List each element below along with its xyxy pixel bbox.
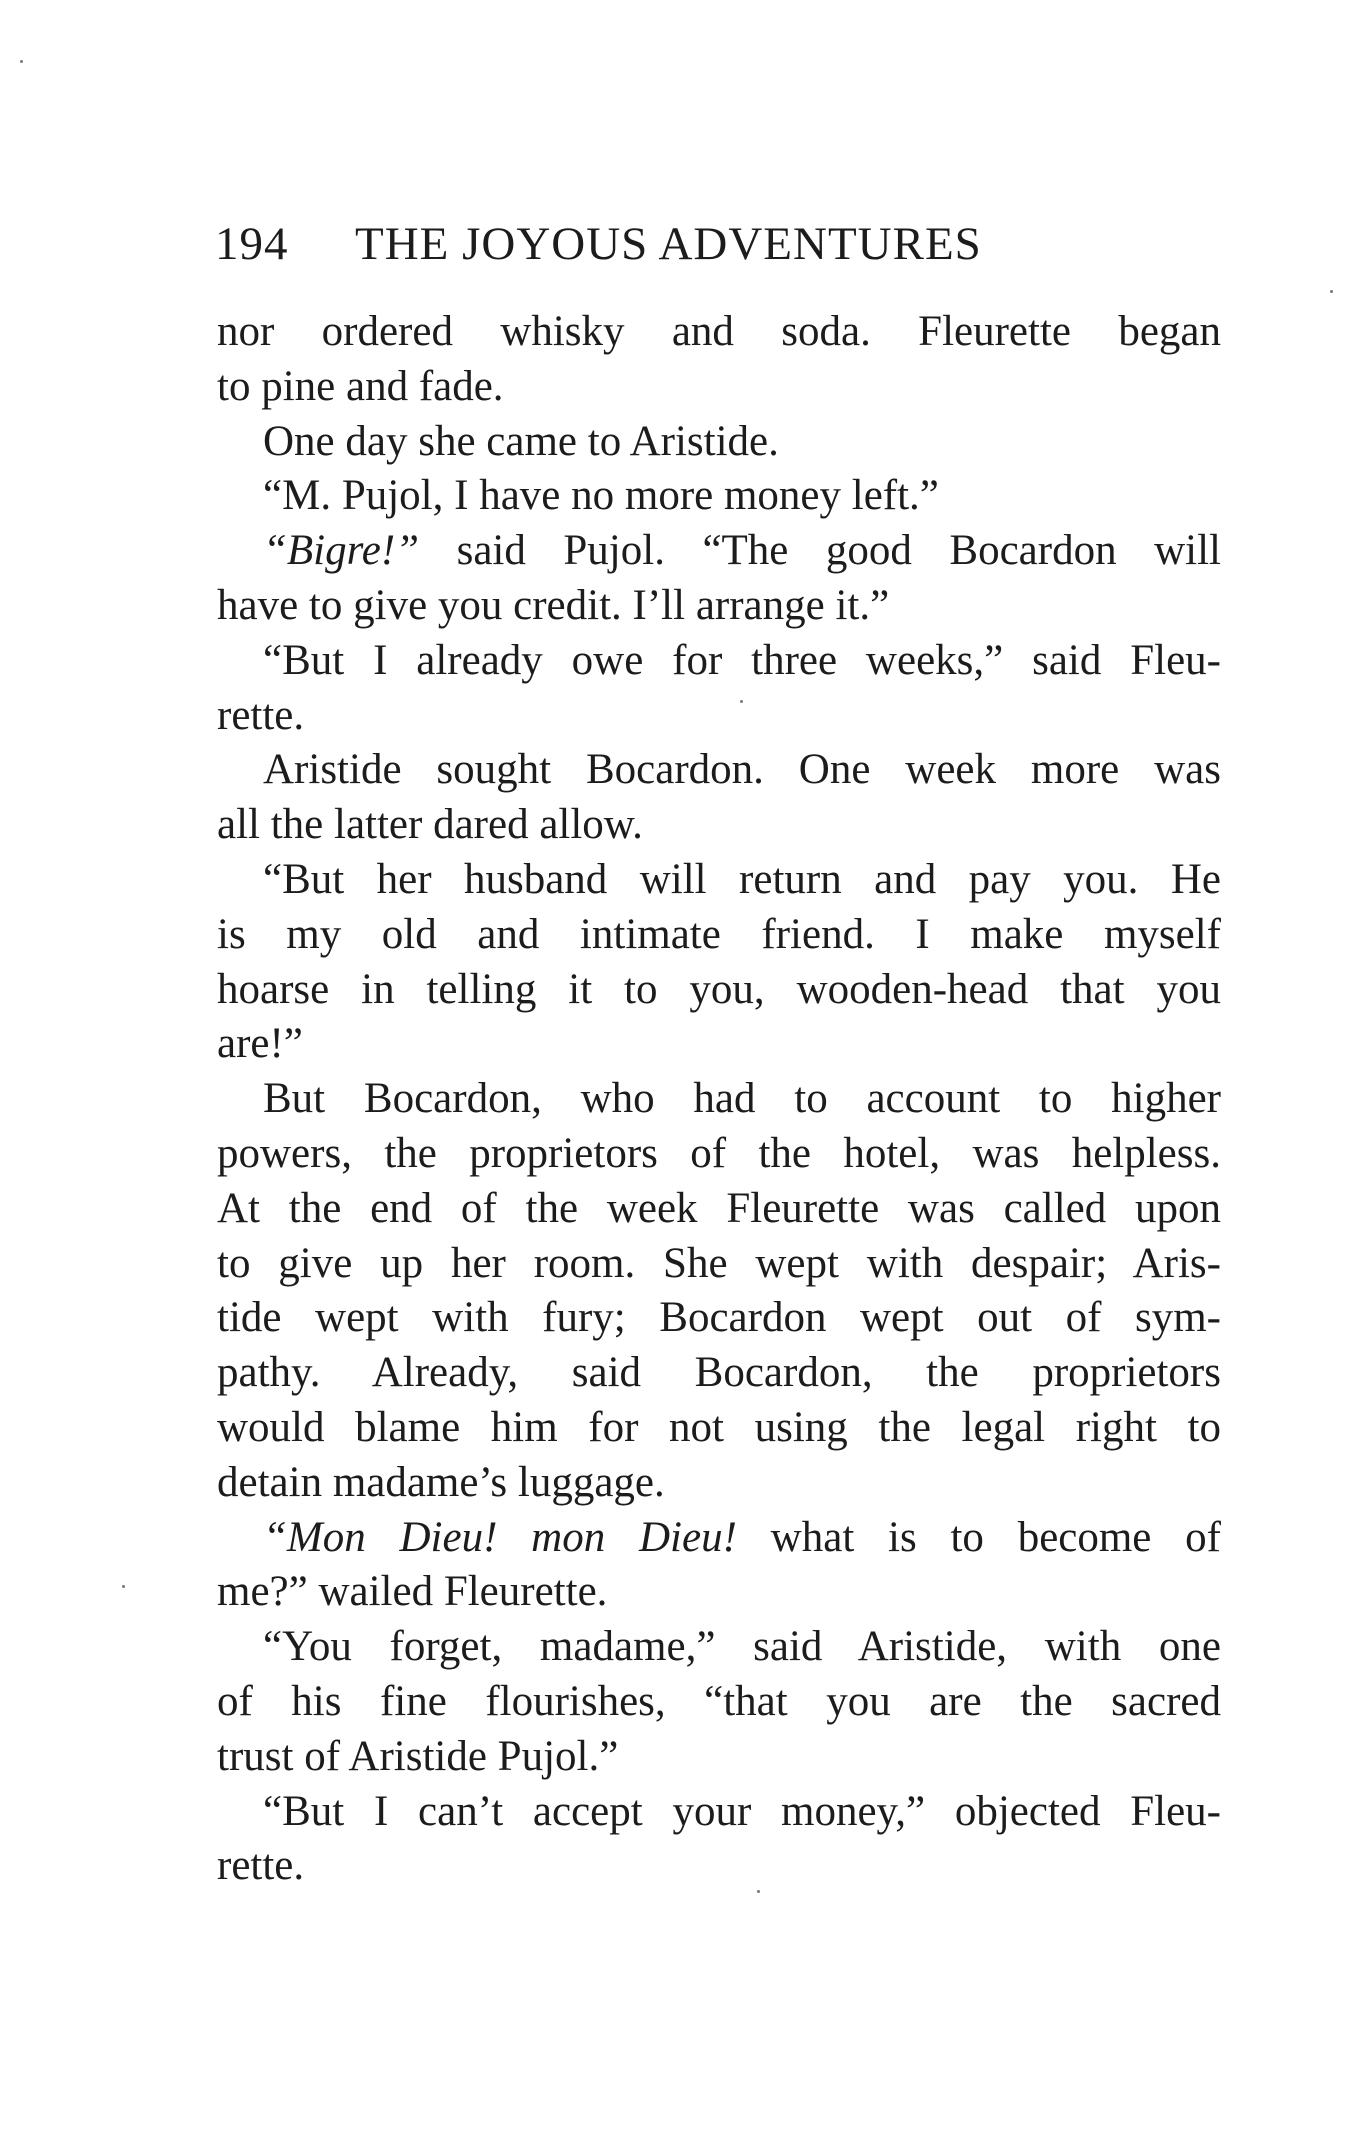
text-line bbox=[217, 415, 1221, 470]
text-line bbox=[217, 1456, 1221, 1511]
line-text: “M. Pujol, I have no more money left.” bbox=[263, 472, 939, 520]
text-line bbox=[217, 1620, 1221, 1675]
line-text: rette. bbox=[217, 1842, 305, 1890]
line-text: would blame him for not using the legal right to bbox=[217, 1403, 1221, 1451]
text-line bbox=[217, 634, 1221, 689]
line-text: hoarse in telling it to you, wooden-head that you bbox=[217, 965, 1221, 1013]
text-line bbox=[217, 743, 1221, 798]
text-line bbox=[217, 1182, 1221, 1237]
text-line bbox=[217, 1565, 1221, 1620]
running-head bbox=[215, 214, 1075, 274]
text-line bbox=[217, 1346, 1221, 1401]
text-line bbox=[217, 360, 1221, 415]
line-text: to pine and fade. bbox=[217, 362, 504, 410]
text-line bbox=[217, 1017, 1221, 1072]
text-line bbox=[217, 1511, 1221, 1566]
page-number: 194 bbox=[215, 218, 289, 270]
text-line bbox=[217, 963, 1221, 1018]
running-title: THE JOYOUS ADVENTURES bbox=[355, 218, 982, 270]
line-text: nor ordered whisky and soda. Fleurette began bbox=[217, 308, 1221, 355]
line-text: have to give you credit. I’ll arrange it.” bbox=[217, 581, 890, 629]
italic-phrase: “Mon Dieu! mon Dieu! bbox=[263, 1513, 737, 1561]
line-text: what is to become of bbox=[736, 1513, 1221, 1561]
text-line bbox=[217, 908, 1221, 963]
line-text: “But her husband will return and pay you. He bbox=[263, 855, 1221, 903]
line-text: “You forget, madame,” said Aristide, with one bbox=[263, 1623, 1221, 1671]
text-line bbox=[217, 1785, 1221, 1840]
paper-speck bbox=[20, 60, 23, 63]
text-line bbox=[217, 853, 1221, 908]
line-text: said Pujol. “The good Bocardon will bbox=[419, 527, 1221, 575]
text-line bbox=[217, 1237, 1221, 1292]
line-text: me?” wailed Fleurette. bbox=[217, 1568, 608, 1616]
paper-speck bbox=[757, 1890, 760, 1893]
line-text: One day she came to Aristide. bbox=[263, 417, 779, 465]
line-text: powers, the proprietors of the hotel, was helpless. bbox=[217, 1129, 1221, 1177]
line-text: pathy. Already, said Bocardon, the proprietors bbox=[217, 1349, 1221, 1397]
line-text: “But I already owe for three weeks,” said Fleu- bbox=[263, 636, 1221, 684]
paper-speck bbox=[1330, 290, 1333, 293]
italic-phrase: “Bigre!” bbox=[263, 527, 420, 575]
line-text: all the latter dared allow. bbox=[217, 801, 643, 849]
line-text: But Bocardon, who had to account to higher bbox=[263, 1075, 1221, 1123]
line-text: trust of Aristide Pujol.” bbox=[217, 1732, 619, 1780]
text-line bbox=[217, 1072, 1221, 1127]
line-text: Aristide sought Bocardon. One week more was bbox=[263, 746, 1221, 794]
text-line bbox=[217, 1730, 1221, 1785]
text-line bbox=[217, 305, 1221, 360]
text-line bbox=[217, 469, 1221, 524]
line-text: is my old and intimate friend. I make myself bbox=[217, 910, 1221, 958]
line-text: rette. bbox=[217, 691, 305, 739]
line-text: “But I can’t accept your money,” objected Fleu- bbox=[263, 1787, 1221, 1835]
text-line bbox=[217, 1291, 1221, 1346]
text-line bbox=[217, 1127, 1221, 1182]
paper-speck bbox=[122, 1585, 125, 1588]
text-line bbox=[217, 1675, 1221, 1730]
line-text: are!” bbox=[217, 1020, 303, 1068]
line-text: tide wept with fury; Bocardon wept out of sym- bbox=[217, 1294, 1221, 1342]
line-text: detain madame’s luggage. bbox=[217, 1458, 665, 1506]
text-line bbox=[217, 798, 1221, 853]
line-text: At the end of the week Fleurette was called upon bbox=[217, 1184, 1221, 1232]
text-line bbox=[217, 1839, 1221, 1894]
text-line bbox=[217, 579, 1221, 634]
paper-speck bbox=[740, 700, 743, 703]
text-line bbox=[217, 524, 1221, 579]
text-line bbox=[217, 1401, 1221, 1456]
body-text bbox=[217, 305, 1221, 1894]
line-text: to give up her room. She wept with despair; Aris- bbox=[217, 1239, 1221, 1287]
text-line bbox=[217, 689, 1221, 744]
line-text: of his fine flourishes, “that you are the sacred bbox=[217, 1677, 1221, 1725]
